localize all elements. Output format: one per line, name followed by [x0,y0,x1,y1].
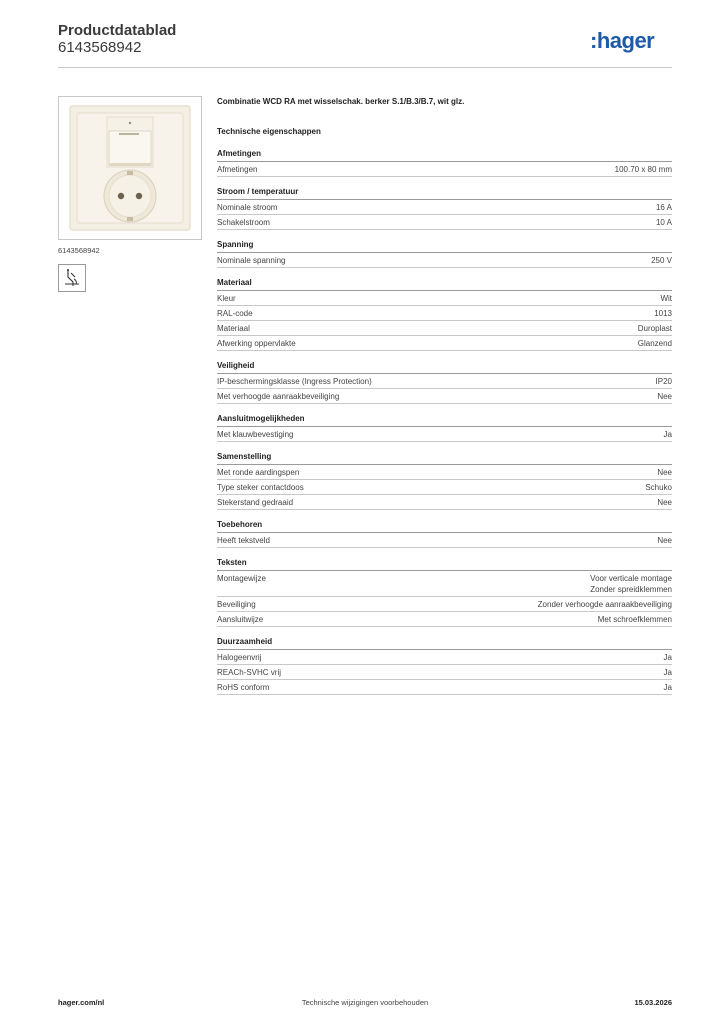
spec-label: Afwerking oppervlakte [217,339,296,348]
spec-value [656,376,672,387]
spec-row [217,253,672,268]
spec-section [217,239,672,268]
spec-value-line: Met schroefklemmen [597,615,672,624]
spec-label: Afmetingen [217,165,258,174]
spec-section-title: Veiligheid [217,360,672,374]
spec-value [657,535,672,546]
spec-value-line: 16 A [655,203,672,212]
spec-row [217,571,672,597]
spec-section-title: Teksten [217,557,672,571]
spec-value-line: Zonder spreidklemmen [590,585,672,594]
spec-row [217,291,672,306]
spec-row [217,465,672,480]
spec-row [217,665,672,680]
specification-column [217,96,672,695]
spec-value-line: Duroplast [637,324,672,333]
spec-label: Stekerstand gedraaid [217,498,294,507]
spec-row [217,650,672,665]
spec-value-line: Nee [657,498,672,507]
spec-value-line: Ja [663,683,672,692]
spec-value [664,667,672,678]
spec-value-line: Glanzend [637,339,672,348]
spec-label: Aansluitwijze [217,615,264,624]
spec-row [217,336,672,351]
spec-section-title: Afmetingen [217,148,672,162]
spec-value-line: 1013 [654,309,672,318]
spec-section [217,277,672,351]
spec-row [217,533,672,548]
spec-label: REACh-SVHC vrij [217,668,282,677]
page-header [58,22,672,68]
spec-row [217,200,672,215]
spec-value [638,338,672,349]
spec-row [217,680,672,695]
spec-value-line: Schuko [645,483,672,492]
spec-value [657,497,672,508]
spec-section [217,557,672,627]
spec-value-line: IP20 [655,377,672,386]
hager-logo-text: :hager [590,28,655,53]
spec-row [217,374,672,389]
article-number: 6143568942 [58,39,142,56]
spec-label: Met ronde aardingspen [217,468,300,477]
spec-row [217,427,672,442]
page-title: Productdatablad [58,22,177,39]
spec-section [217,519,672,548]
spec-row [217,597,672,612]
spec-section-title: Duurzaamheid [217,636,672,650]
spec-value-line: Nee [657,392,672,401]
spec-value [664,429,672,440]
spec-label: Nominale spanning [217,256,286,265]
spec-value [638,323,672,334]
spec-value [660,293,672,304]
spec-value-line: 100.70 x 80 mm [614,165,672,174]
spec-value [656,217,672,228]
spec-value [538,599,672,610]
spec-value-line: Voor verticale montage [590,574,672,583]
spec-section-title: Samenstelling [217,451,672,465]
spec-label: Kleur [217,294,236,303]
spec-label: Met klauwbevestiging [217,430,294,439]
spec-value [590,573,672,595]
spec-label: RoHS conform [217,683,270,692]
spec-value [656,202,672,213]
product-image-caption: 6143568942 [58,246,100,255]
spec-section [217,451,672,510]
spec-section-title: Aansluitmogelijkheden [217,413,672,427]
spec-row [217,480,672,495]
spec-section-title: Materiaal [217,277,672,291]
spec-label: IP-beschermingsklasse (Ingress Protection) [217,377,372,386]
spec-row [217,162,672,177]
spec-label: Beveiliging [217,600,256,609]
spec-value [615,164,672,175]
spec-label: Heeft tekstveld [217,536,270,545]
spec-section [217,413,672,442]
wire-stripping-icon [61,267,83,289]
socket-switch-illustration [69,105,191,231]
spec-label: RAL-code [217,309,253,318]
spec-value-line: Wit [660,294,672,303]
spec-label: Type steker contactdoos [217,483,304,492]
installation-pictogram [58,264,86,292]
spec-section-title: Stroom / temperatuur [217,186,672,200]
spec-value [654,308,672,319]
spec-label: Met verhoogde aanraakbeveiliging [217,392,340,401]
spec-value-line: Nee [657,468,672,477]
spec-section-title: Toebehoren [217,519,672,533]
spec-label: Schakelstroom [217,218,270,227]
spec-row [217,612,672,627]
spec-row [217,495,672,510]
spec-value [645,482,672,493]
spec-value [657,391,672,402]
spec-value-line: Ja [663,430,672,439]
spec-value [664,652,672,663]
spec-section-title: Spanning [217,239,672,253]
spec-label: Nominale stroom [217,203,278,212]
spec-row [217,321,672,336]
spec-value [598,614,672,625]
spec-label: Materiaal [217,324,250,333]
spec-section [217,148,672,177]
product-visual-column [58,96,202,292]
spec-sections [217,148,672,695]
spec-section [217,636,672,695]
footer-date: 15.03.2026 [634,998,672,1007]
product-name: Combinatie WCD RA met wisselschak. berker S.1/B.3/B.7, wit glz. [217,97,465,106]
spec-value-line: Nee [657,536,672,545]
spec-value [651,255,672,266]
hager-logo[interactable] [590,28,672,54]
spec-label: Montagewijze [217,574,266,583]
spec-value-line: Ja [663,653,672,662]
footer-notice: Technische wijzigingen voorbehouden [301,998,429,1007]
spec-row [217,389,672,404]
spec-section [217,360,672,404]
spec-value-line: 250 V [651,256,672,265]
spec-label: Halogeenvrij [217,653,262,662]
spec-value-line: Zonder verhoogde aanraakbeveiliging [537,600,672,609]
spec-value [657,467,672,478]
product-image [58,96,202,240]
spec-row [217,215,672,230]
footer-website-link[interactable]: hager.com/nl [58,998,105,1007]
spec-row [217,306,672,321]
spec-value-line: 10 A [655,218,672,227]
spec-value-line: Ja [663,668,672,677]
technical-properties-heading: Technische eigenschappen [217,127,321,136]
spec-section [217,186,672,230]
spec-value [664,682,672,693]
